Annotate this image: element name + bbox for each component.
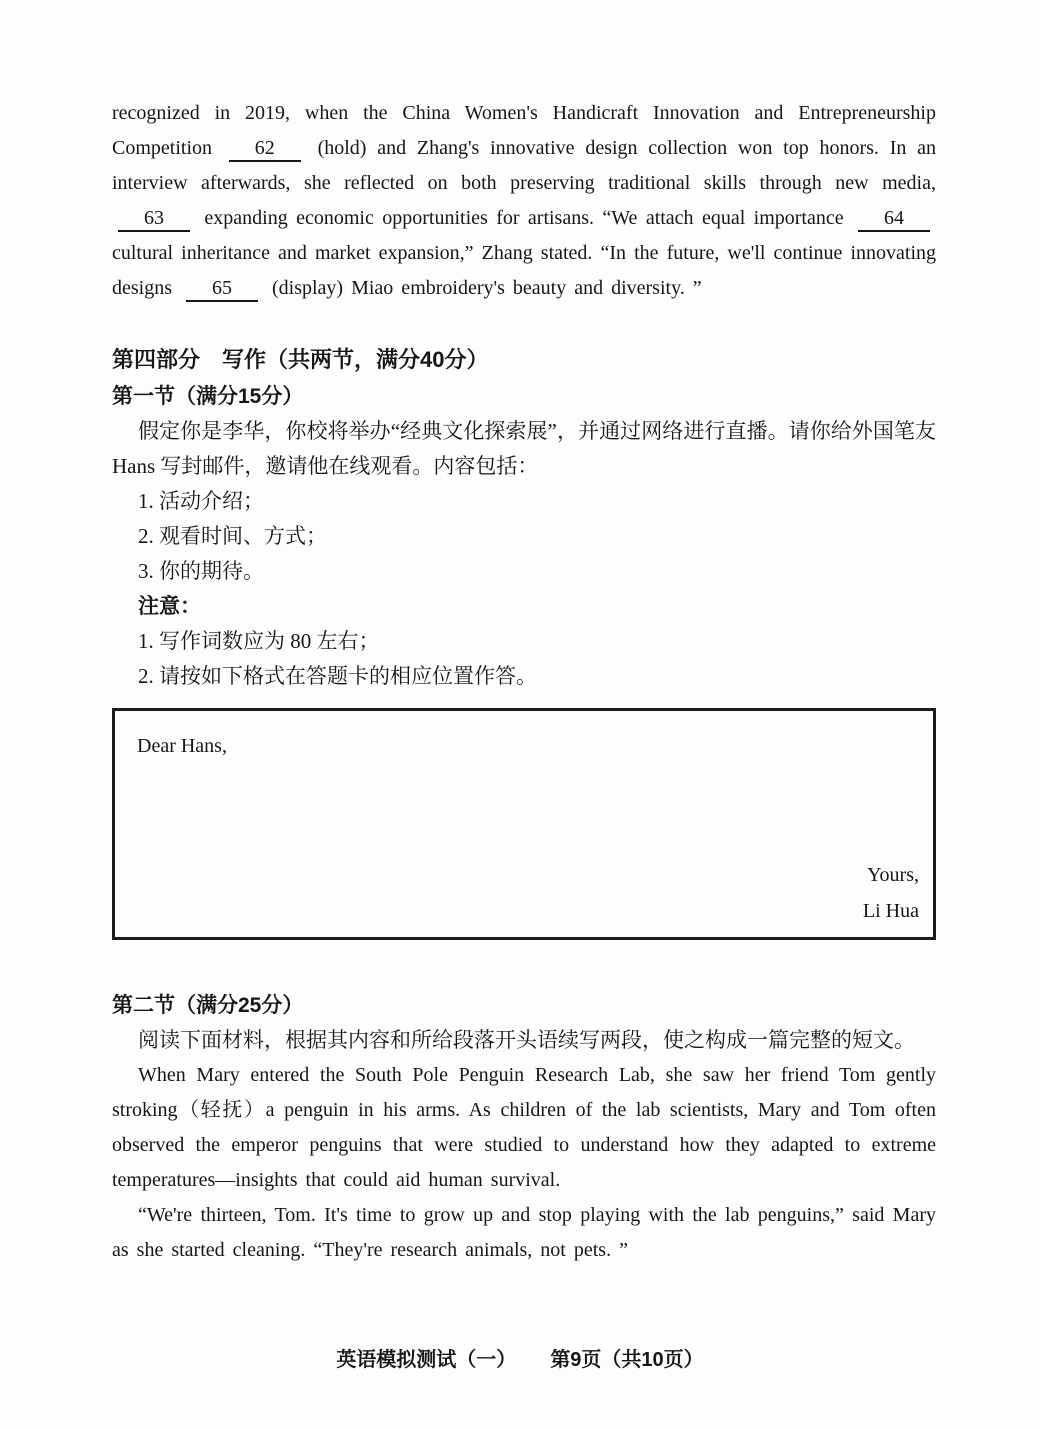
letter-salutation: Dear Hans, — [137, 735, 227, 757]
cloze-text-1: recognized in 2019, when the China Women's Handicraft Innovation and Entrepreneurship Competition — [112, 102, 936, 159]
dialogue-paragraph: “We're thirteen, Tom. It's time to grow up and stop playing with the lab penguins,” said Mary as she started cleaning. “They're research animals, not pets. ” — [112, 1204, 936, 1261]
cloze-text-5: (display) Miao embroidery's beauty and diversity. ” — [272, 277, 702, 299]
cloze-paragraph — [112, 96, 936, 306]
footer-page-number: 第9页（共10页） — [550, 1349, 704, 1371]
notice-label: 注意： — [138, 595, 201, 618]
section1-intro: 假定你是李华，你校将举办“经典文化探索展”，并通过网络进行直播。请你给外国笔友 Hans 写封邮件，邀请他在线观看。内容包括： — [112, 419, 936, 478]
letter-closing-block — [863, 857, 919, 929]
section1-heading: 第一节（满分15分） — [112, 385, 304, 408]
story-paragraph: When Mary entered the South Pole Penguin Research Lab, she saw her friend Tom gently stroking（轻抚）a penguin in his arms. As children of the lab scientists, Mary and Tom often observed the emperor penguins that were studied to understand how they adapted to extreme temperatures—insights that could aid human survival. — [112, 1064, 936, 1191]
part4-heading: 第四部分 写作（共两节，满分40分） — [112, 347, 489, 372]
note-2: 2. 请按如下格式在答题卡的相应位置作答。 — [138, 664, 537, 688]
blank-62: 62 — [229, 136, 301, 162]
section2-heading: 第二节（满分25分） — [112, 994, 304, 1017]
section1-point-1: 1. 活动介绍； — [138, 489, 264, 513]
blank-64: 64 — [858, 206, 930, 232]
section2-intro: 阅读下面材料，根据其内容和所给段落开头语续写两段，使之构成一篇完整的短文。 — [138, 1028, 915, 1052]
note-1: 1. 写作词数应为 80 左右； — [138, 629, 380, 653]
cloze-text-3: expanding economic opportunities for artisans. “We attach equal importance — [204, 207, 844, 229]
blank-65: 65 — [186, 276, 258, 302]
section1-point-3: 3. 你的期待。 — [138, 559, 264, 583]
footer-exam-title: 英语模拟测试（一） — [336, 1349, 517, 1371]
page-footer — [0, 1343, 1040, 1372]
letter-answer-box — [112, 708, 936, 940]
cloze-text-2: (hold) and Zhang's innovative design collection won top honors. In an interview afterwards, she reflected on both preserving traditional skills through new media, — [112, 137, 937, 194]
cloze-text-4: cultural inheritance and market expansion,” Zhang stated. “In the future, we'll continue innovating designs — [112, 242, 936, 299]
section1-point-2: 2. 观看时间、方式； — [138, 524, 327, 548]
letter-signature: Li Hua — [862, 900, 919, 922]
letter-closing: Yours, — [867, 864, 919, 886]
page-content — [112, 96, 936, 1268]
blank-63: 63 — [118, 206, 190, 232]
